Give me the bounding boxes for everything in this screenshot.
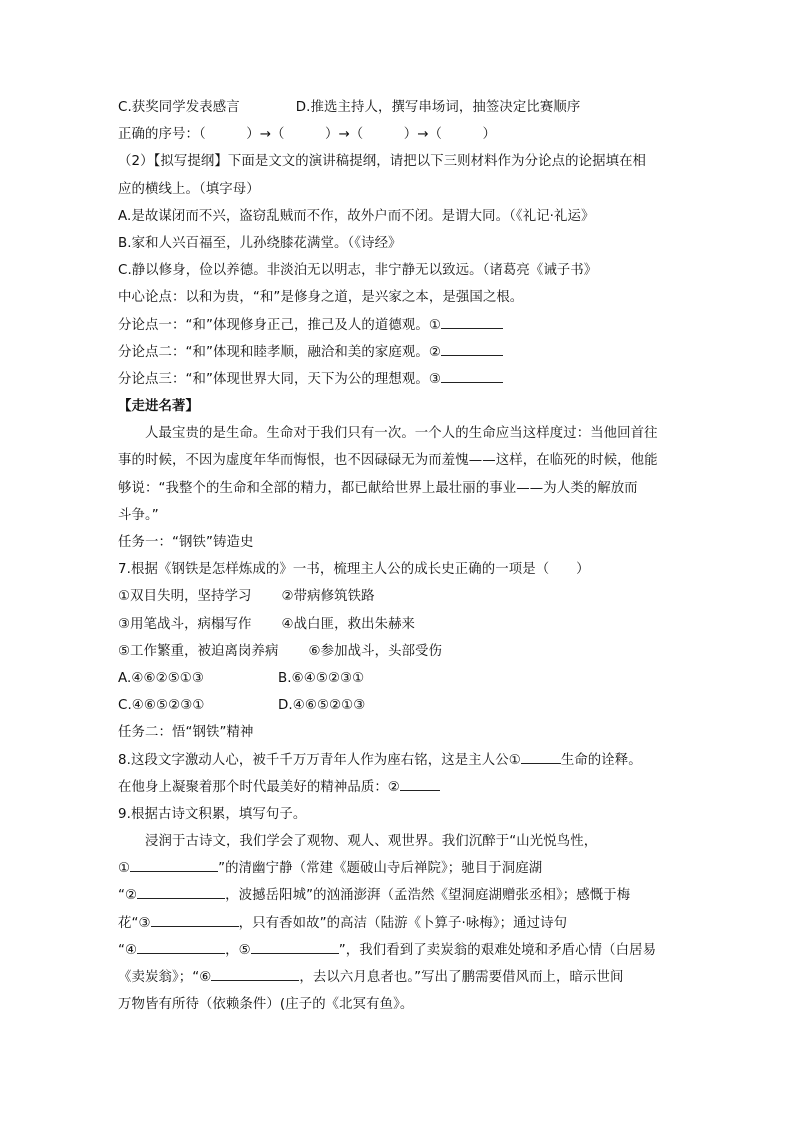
- question-8-cont: [118, 774, 678, 801]
- sub-argument-2-text: 分论点二：“和”体现和睦孝顺，融洽和美的家庭观。②: [118, 344, 441, 360]
- task-1-heading: 任务一：“钢铁”铸造史: [118, 535, 254, 550]
- choice-b: B.⑥④⑤②③①: [278, 670, 365, 686]
- passage-line-3: 够说：“我整个的生命和全部的精力，都已献给世界上最壮丽的事业——为人类的解放而: [118, 480, 638, 496]
- event-4: ④战白匪，救出朱赫来: [281, 616, 416, 632]
- poetry-text-4: ，只有香如故”的高洁（陆游《卜算子·咏梅》；通过诗句: [238, 915, 568, 931]
- event-6: ⑥参加战斗，头部受伤: [308, 643, 443, 659]
- answer-blank-9-5[interactable]: [251, 941, 339, 954]
- answer-blank-9-4[interactable]: [137, 941, 225, 954]
- poetry-line-5: [118, 937, 678, 964]
- question-2-prompt-cont: 应的横线上。（填字母）: [118, 181, 260, 197]
- answer-blank-9-1[interactable]: [130, 859, 218, 872]
- task-2-heading: 任务二：悟“钢铁”精神: [118, 725, 254, 741]
- answer-blank-1[interactable]: [441, 316, 503, 329]
- material-b: B.家和人兴百福至，儿孙绕膝花满堂。（《诗经》: [118, 235, 402, 251]
- poetry-num-3: 花“③: [118, 915, 151, 931]
- poetry-text-2: ”的清幽宁静（常建《题破山寺后禅院》；驰目于洞庭湖: [218, 861, 543, 877]
- sequence-answer-line: 正确的序号：（ ）→（ ）→（ ）→（ ）: [118, 127, 497, 143]
- document-page: [118, 94, 678, 1018]
- choice-row-cd: [118, 692, 678, 719]
- poetry-num-4: “④: [118, 942, 138, 958]
- event-1: ①双目失明，坚持学习: [118, 589, 252, 605]
- passage-line-1: 人最宝贵的是生命。生命对于我们只有一次。一个人的生命应当这样度过：当他回首往: [145, 426, 658, 442]
- event-3: ③用笔战斗，病榻写作: [118, 616, 252, 632]
- answer-blank-9-3[interactable]: [151, 914, 239, 927]
- option-c: C.获奖同学发表感言: [118, 100, 240, 115]
- question-8-text-b: 生命的诠释。: [560, 752, 642, 768]
- material-c: C.静以修身，俭以养德。非淡泊无以明志，非宁静无以致远。（诸葛亮《诫子书》: [118, 263, 598, 279]
- event-5: ⑤工作繁重，被迫离岗养病: [118, 643, 279, 659]
- option-d: D.推选主持人，撰写串场词，抽签决定比赛顺序: [295, 100, 581, 115]
- central-argument: 中心论点：以和为贵，“和”是修身之道，是兴家之本，是强国之根。: [118, 290, 524, 306]
- question-8-text-c: 在他身上凝聚着那个时代最美好的精神品质：②: [118, 779, 400, 795]
- choice-row-ab: [118, 665, 678, 692]
- poetry-line-1: 浸润于古诗文，我们学会了观物、观人、观世界。我们沉醉于“山光悦鸟性，: [145, 834, 598, 850]
- question-2-prompt: （2）【拟写提纲】下面是文文的演讲稿提纲，请把以下三则材料作为分论点的论据填在相: [118, 154, 647, 170]
- answer-blank-9-6[interactable]: [211, 968, 299, 981]
- question-8-text-a: 8.这段文字激动人心，被千千万万青年人作为座右铭，这是主人公①: [118, 752, 521, 768]
- choice-a: A.④⑥②⑤①③: [118, 670, 205, 686]
- poetry-line-6: [118, 964, 678, 991]
- poetry-text-6: ，去以六月息者也。”写出了鹏需要借风而上，暗示世间: [299, 970, 624, 985]
- poetry-line-4: [118, 910, 678, 937]
- poetry-line-3: [118, 882, 678, 909]
- sub-argument-3: [118, 366, 678, 393]
- poetry-num-6: 《卖炭翁》；“⑥: [118, 970, 212, 985]
- answer-blank-2[interactable]: [441, 343, 503, 356]
- choice-d: D.④⑥⑤②①③: [278, 698, 366, 714]
- event-row-3: [118, 638, 678, 665]
- choice-c: C.④⑥⑤②③①: [118, 698, 205, 714]
- answer-blank-9-2[interactable]: [137, 886, 225, 899]
- passage-line-4: 斗争。”: [118, 507, 159, 523]
- answer-blank-3[interactable]: [441, 370, 503, 383]
- sub-argument-1-text: 分论点一：“和”体现修身正己，推己及人的道德观。①: [118, 317, 441, 333]
- material-a: A.是故谋闭而不兴，盗窃乱贼而不作，故外户而不闭。是谓大同。（《礼记·礼运》: [118, 208, 595, 224]
- poetry-num-5: ，⑤: [225, 942, 251, 958]
- event-row-1: [118, 583, 678, 610]
- poetry-line-7: 万物皆有所待（依赖条件）(庄子的《北冥有鱼》。: [118, 997, 414, 1013]
- event-row-2: [118, 611, 678, 638]
- question-9: 9.根据古诗文积累，填写句子。: [118, 806, 307, 822]
- question-8: [118, 747, 678, 774]
- option-line-cd: [118, 94, 678, 121]
- sub-argument-3-text: 分论点三：“和”体现世界大同，天下为公的理想观。③: [118, 371, 441, 387]
- answer-blank-8-2[interactable]: [400, 778, 440, 791]
- passage-line-2: 事的时候，不因为虚度年华而悔恨，也不因碌碌无为而羞愧——这样，在临死的时候，他能: [118, 453, 658, 469]
- poetry-text-5: ”，我们看到了卖炭翁的艰难处境和矛盾心情（白居易: [338, 942, 657, 958]
- sub-argument-2: [118, 339, 678, 366]
- event-2: ②带病修筑铁路: [281, 589, 375, 605]
- answer-blank-8-1[interactable]: [521, 751, 561, 764]
- poetry-num-2: “②: [118, 888, 138, 904]
- poetry-line-2: [118, 855, 678, 882]
- poetry-num-1: ①: [118, 861, 131, 877]
- poetry-text-3: ，波撼岳阳城”的汹涌澎湃（孟浩然《望洞庭湖赠张丞相》；感慨于梅: [225, 888, 631, 904]
- sub-argument-1: [118, 312, 678, 339]
- section-heading-classics: 【走进名著】: [118, 399, 199, 415]
- question-7: 7.根据《钢铁是怎样炼成的》一书，梳理主人公的成长史正确的一项是（ ）: [118, 562, 590, 578]
